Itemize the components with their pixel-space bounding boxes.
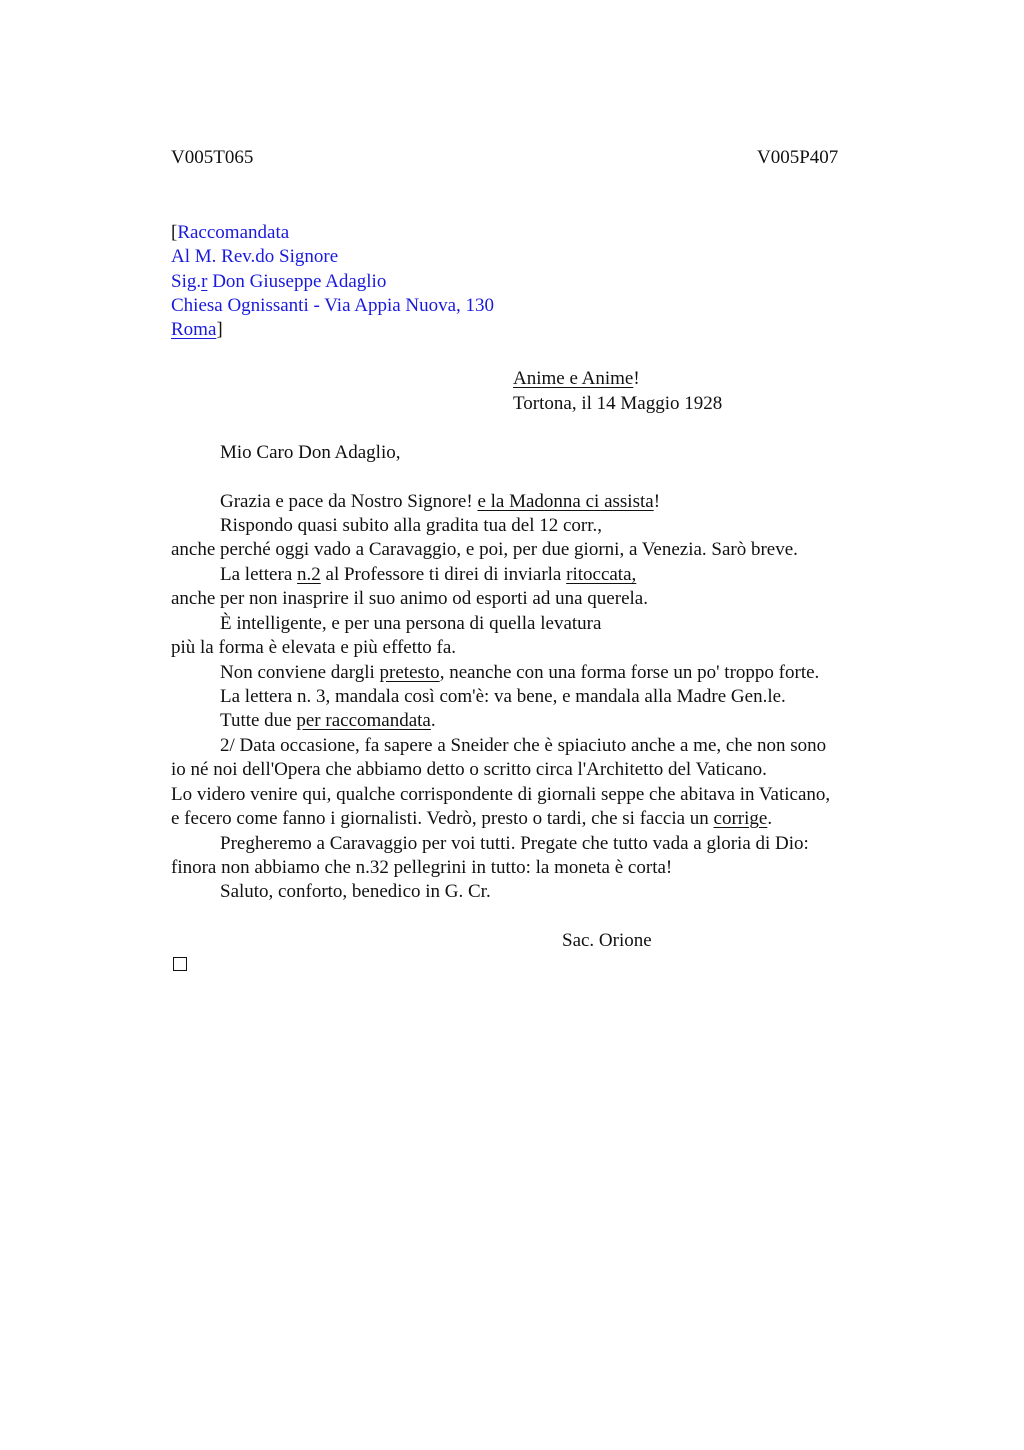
address-line-1 (171, 221, 289, 245)
body-line-17: Saluto, conforto, benedico in G. Cr. (220, 881, 491, 902)
body-underlined: pretesto (379, 662, 440, 683)
body-text: Non conviene dargli (220, 662, 380, 683)
body-line-15: Pregheremo a Caravaggio per voi tutti. Pregate che tutto vada a gloria di Dio: (220, 833, 809, 854)
body-underlined: per raccomandata (296, 710, 431, 731)
salutation: Mio Caro Don Adaglio, (220, 442, 401, 463)
doc-code-right: V005P407 (757, 147, 839, 168)
address-line-4: Chiesa Ognissanti - Via Appia Nuova, 130 (171, 295, 495, 316)
body-text: , neanche con una forma forse un po' troppo forte. (439, 662, 820, 683)
motto-text: Anime e Anime (513, 368, 634, 389)
address-sig: Sig. (171, 271, 202, 292)
address-line-2: Al M. Rev.do Signore (171, 246, 339, 267)
doc-code-left: V005T065 (171, 147, 254, 168)
motto-mark: ! (633, 368, 640, 389)
body-underlined: n.2 (297, 564, 321, 585)
open-bracket: [ (171, 222, 178, 243)
body-text: La lettera (220, 564, 298, 585)
body-line-4 (220, 563, 636, 587)
body-underlined: e la Madonna ci assista (477, 491, 654, 512)
body-text: al Professore ti direi di inviarla (320, 564, 567, 585)
close-bracket: ] (216, 319, 223, 340)
motto (513, 367, 640, 391)
body-text: . (767, 808, 773, 829)
address-name: Don Giuseppe Adaglio (207, 271, 387, 292)
body-line-9: La lettera n. 3, mandala così com'è: va bene, e mandala alla Madre Gen.le. (220, 686, 786, 707)
body-text: e fecero come fanno i giornalisti. Vedrò, presto o tardi, che si faccia un (171, 808, 714, 829)
address-sig-r: r (201, 271, 208, 292)
address-line-3 (171, 270, 386, 294)
body-line-1 (220, 490, 660, 514)
body-line-13: Lo videro venire qui, qualche corrispondente di giornali seppe che abitava in Vaticano, (171, 784, 831, 805)
address-raccomandata: Raccomandata (177, 222, 290, 243)
signature: Sac. Orione (562, 930, 652, 951)
end-mark-box (173, 957, 187, 971)
dateline: Tortona, il 14 Maggio 1928 (513, 393, 723, 414)
body-text: . (430, 710, 436, 731)
address-line-5 (171, 318, 223, 342)
body-line-12: io né noi dell'Opera che abbiamo detto o scritto circa l'Architetto del Vaticano. (171, 759, 767, 780)
body-line-14 (171, 807, 772, 831)
body-line-3: anche perché oggi vado a Caravaggio, e poi, per due giorni, a Venezia. Sarò breve. (171, 539, 798, 560)
body-line-8 (220, 661, 819, 685)
body-line-16: finora non abbiamo che n.32 pellegrini in tutto: la moneta è corta! (171, 857, 673, 878)
body-line-6: È intelligente, e per una persona di quella levatura (220, 613, 602, 634)
body-line-11: 2/ Data occasione, fa sapere a Sneider che è spiaciuto anche a me, che non sono (220, 735, 827, 756)
body-text: Grazia e pace da Nostro Signore! (220, 491, 478, 512)
body-underlined: corrige (713, 808, 768, 829)
body-line-7: più la forma è elevata e più effetto fa. (171, 637, 457, 658)
body-line-10 (220, 709, 436, 733)
address-city: Roma (171, 319, 217, 340)
body-text: Tutte due (220, 710, 297, 731)
body-underlined: ritoccata, (566, 564, 637, 585)
body-line-2: Rispondo quasi subito alla gradita tua del 12 corr., (220, 515, 603, 536)
body-text: ! (653, 491, 661, 512)
body-line-5: anche per non inasprire il suo animo od esporti ad una querela. (171, 588, 648, 609)
